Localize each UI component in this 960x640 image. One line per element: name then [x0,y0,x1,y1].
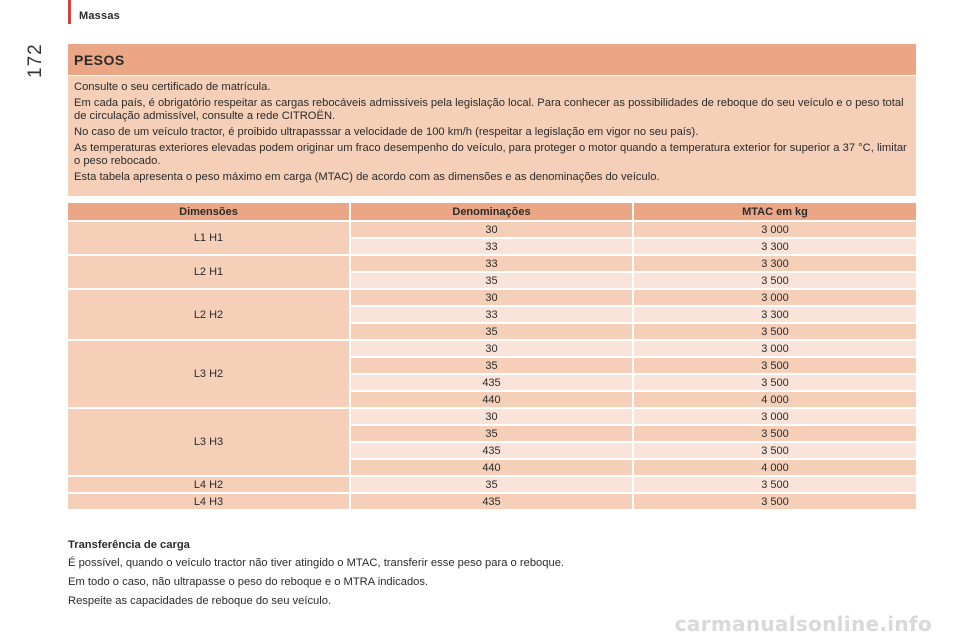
denomination-cell: 35 [350,357,633,374]
mtac-cell: 3 300 [633,255,916,272]
weights-info-panel [68,44,916,196]
dimension-cell: L2 H1 [68,255,350,289]
mtac-cell: 3 300 [633,238,916,255]
panel-paragraph: No caso de um veículo tractor, é proibido ultrapasssar a velocidade de 100 km/h (respeitar a legislação em vigor no seu país). [74,126,699,138]
table-body [68,221,916,510]
dimension-cell: L2 H2 [68,289,350,340]
mtac-cell: 3 500 [633,425,916,442]
table-row [68,340,916,357]
mtac-cell: 3 300 [633,306,916,323]
denomination-cell: 35 [350,476,633,493]
table-row [68,408,916,425]
table-row [68,255,916,272]
section-accent-bar [68,0,71,24]
denomination-cell: 440 [350,391,633,408]
denomination-cell: 33 [350,306,633,323]
dimension-cell: L1 H1 [68,221,350,255]
mtac-cell: 3 500 [633,374,916,391]
denomination-cell: 30 [350,408,633,425]
denomination-cell: 30 [350,221,633,238]
dimension-cell: L4 H2 [68,476,350,493]
denomination-cell: 440 [350,459,633,476]
table-row [68,476,916,493]
denomination-cell: 30 [350,289,633,306]
dimension-cell: L3 H2 [68,340,350,408]
load-transfer-section [68,539,916,614]
mtac-cell: 4 000 [633,459,916,476]
footer-paragraph: Respeite as capacidades de reboque do seu veículo. [68,595,332,607]
mtac-cell: 3 500 [633,493,916,510]
section-title: Massas [79,10,120,22]
panel-paragraph: As temperaturas exteriores elevadas podem originar um fraco desempenho do veículo, para proteger o motor quando a temperatura exterior for superior a 37 °C, limitar o peso rebocado. [74,142,907,167]
denomination-cell: 35 [350,272,633,289]
table-header-row [68,203,916,221]
column-header-denominations: Denominações [350,203,633,221]
denomination-cell: 33 [350,255,633,272]
panel-paragraph: Consulte o seu certificado de matrícula. [74,81,271,93]
mtac-cell: 4 000 [633,391,916,408]
page-number: 172 [25,43,46,78]
panel-paragraph: Em cada país, é obrigatório respeitar as cargas rebocáveis admissíveis pela legislação local. Para conhecer as possibilidades de reboque do seu veículo e o peso total de circulação admissível, consulte a rede CITROËN. [74,97,904,122]
mtac-cell: 3 500 [633,476,916,493]
table-row [68,289,916,306]
column-header-mtac: MTAC em kg [633,203,916,221]
panel-body [68,76,916,184]
mtac-cell: 3 500 [633,272,916,289]
denomination-cell: 33 [350,238,633,255]
table-row [68,221,916,238]
column-header-dimensions: Dimensões [68,203,350,221]
mtac-table [68,203,916,511]
denomination-cell: 435 [350,493,633,510]
load-transfer-title: Transferência de carga [68,539,190,551]
mtac-cell: 3 500 [633,442,916,459]
mtac-cell: 3 500 [633,357,916,374]
mtac-cell: 3 000 [633,340,916,357]
dimension-cell: L4 H3 [68,493,350,510]
dimension-cell: L3 H3 [68,408,350,476]
denomination-cell: 435 [350,374,633,391]
footer-paragraph: É possível, quando o veículo tractor não tiver atingido o MTAC, transferir esse peso para o reboque. [68,557,565,569]
denomination-cell: 35 [350,323,633,340]
denomination-cell: 30 [350,340,633,357]
mtac-cell: 3 000 [633,408,916,425]
panel-title: PESOS [68,44,916,76]
mtac-cell: 3 000 [633,221,916,238]
denomination-cell: 35 [350,425,633,442]
table-row [68,493,916,510]
footer-paragraph: Em todo o caso, não ultrapasse o peso do reboque e o MTRA indicados. [68,576,429,588]
denomination-cell: 435 [350,442,633,459]
mtac-cell: 3 500 [633,323,916,340]
site-watermark: carmanualsonline.info [674,612,932,636]
mtac-cell: 3 000 [633,289,916,306]
panel-paragraph: Esta tabela apresenta o peso máximo em carga (MTAC) de acordo com as dimensões e as denominações do veículo. [74,171,660,183]
